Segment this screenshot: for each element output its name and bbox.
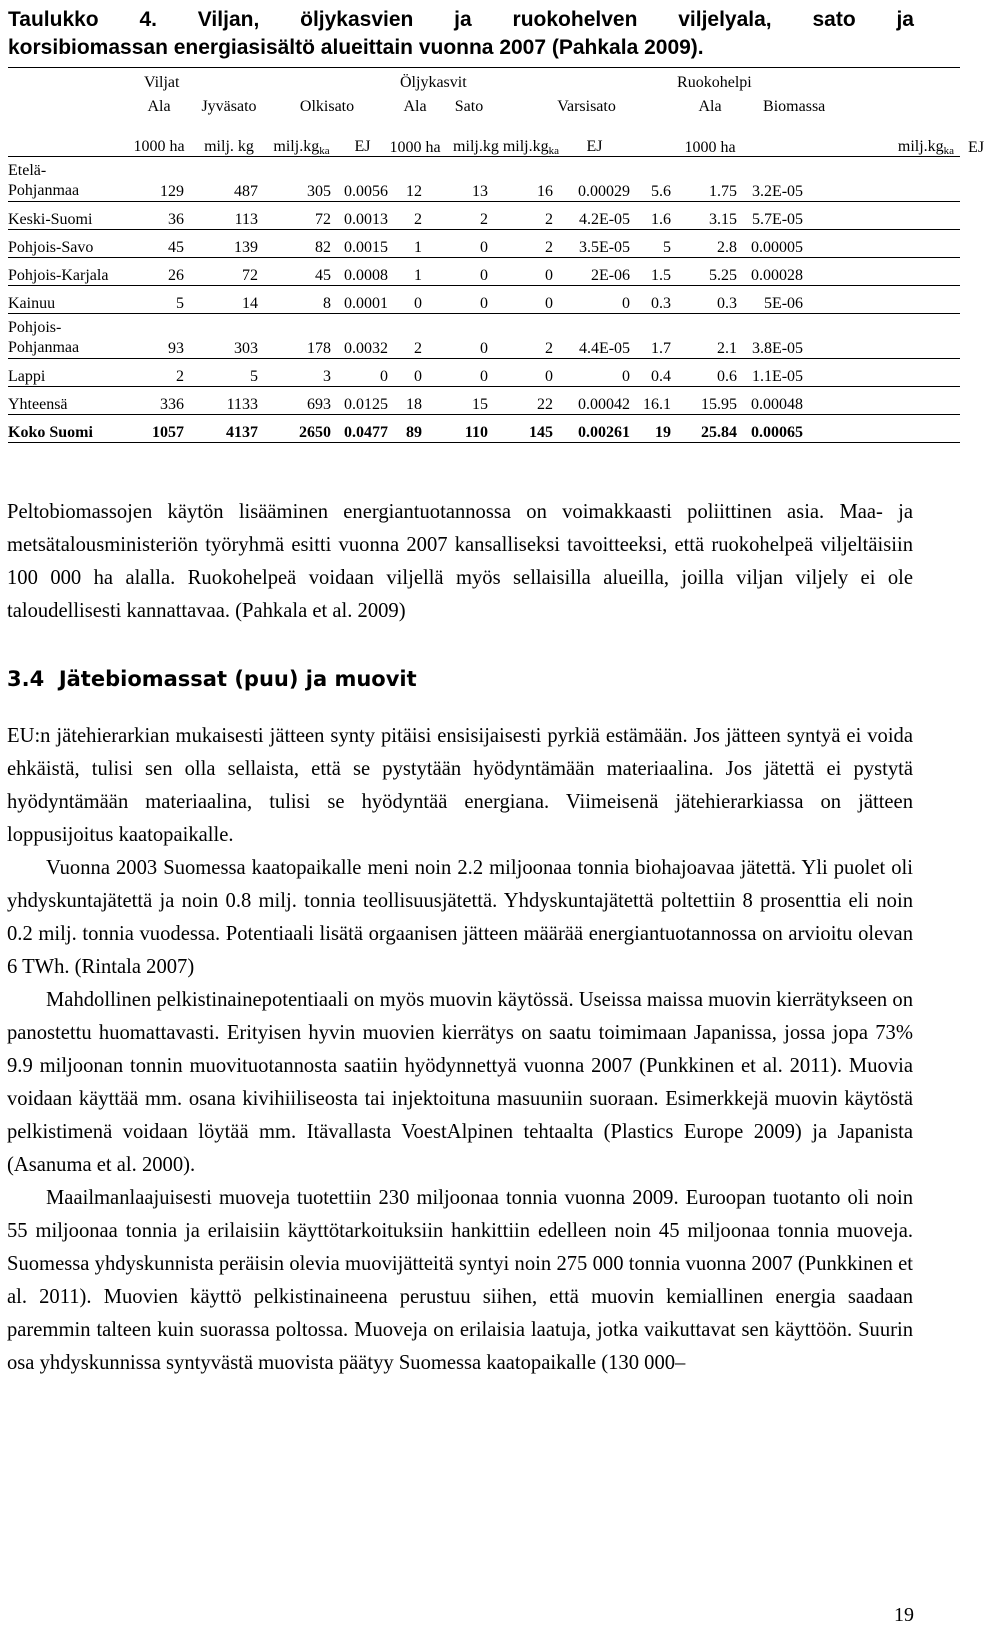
cell: 2E-06 [559,258,630,286]
sub-varsisato: Varsisato [557,98,616,115]
cell: 3.15 [677,202,743,230]
cell: 0 [496,258,559,286]
cell: 113 [192,202,266,230]
cell: 0.00029 [559,157,630,202]
cell: 13 [442,157,496,202]
group-ruokohelpi: Ruokohelpi [677,68,960,93]
cell: 305 [266,157,337,202]
cell: 1 [388,258,442,286]
cell: 303 [192,314,266,359]
page-number: 19 [894,1604,914,1626]
cell: 693 [266,387,337,415]
cell: 0 [442,359,496,387]
region-label: Lappi [8,359,126,387]
cell: 72 [192,258,266,286]
cell: 36 [126,202,192,230]
cell: 2 [496,230,559,258]
cell: 12 [388,157,442,202]
sub-ala: Ala [147,98,171,115]
cell: 0 [442,286,496,314]
paragraph: Mahdollinen pelkistinainepotentiaali on myös muovin käytössä. Useissa maissa muovin kierrätykseen on panostettu huomattavasti. Erityisen hyvin muovien kierrätys on saatu toimimaan Japanissa, jossa jopa 73% 9.9 miljoonan tonnin muovituotannosta saatiin hyödynnettyä vuonna 2007 (Punkkinen et al. 2011). Muovia voidaan käyttää mm. osana kivihiiliseosta tai injektoituna masuuniin suoraan. Esimerkkejä muovin käytöstä pelkistimenä voidaan löytää mm. Itävallasta VoestAlpinen tehtaalta (Plastics Europe 2009) ja Japanista (Asanuma et al. 2000). [7,989,913,1176]
caption-line-1: Taulukko 4. Viljan, öljykasvien ja ruokohelven viljelyala, sato ja [8,8,914,31]
unit-10: $milj.kg_{ka}$ [897,138,955,157]
region-label: Kainuu [8,286,126,314]
cell: 5.25 [677,258,743,286]
paragraph: EU:n jätehierarkian mukaisesti jätteen synty pitäisi ensisijaisesti pyrkiä estämään. Jos jätteen syntyä ei voida ehkäistä, tulisi sen olla sellaista, että se pystytään hyödyntämään materiaalina. Jos jätettä ei pystytä hyödyntämään materiaalina, tulisi se hyödyntää energiana. Viimeisenä jätehierarkiassa on jätteen loppusijoitus kaatopaikalle. [7,725,913,846]
cell: 0.00261 [559,415,630,443]
paragraph: Maailmanlaajuisesti muoveja tuotettiin 230 miljoonaa tonnia vuonna 2009. Euroopan tuotanto oli noin 55 miljoonaa tonnia ja erilaisiin käyttötarkoituksiin hankittiin edelleen noin 45 miljoonaa tonnia muoveja. Suomessa yhdyskunnista peräisin olevia muovijätteitä syntyi noin 275 000 tonnia vuonna 2007 (Punkkinen et al. 2011). Muovien käyttö pelkistinaineena perustuu siihen, että muovin kemiallinen energia saadaan paremmin talteen kuin suorassa poltossa. Muoveja on erilaisia laatuja, jotka vaikuttavat sen käyttöön. Suurin osa yhdyskunnissa syntyvästä muovista päätyy Suomessa kaatopaikalle (130 000– [7,1187,913,1374]
cell: 93 [126,314,192,359]
cell: 110 [442,415,496,443]
unit-1: 1000 ha [133,138,185,155]
table-row [8,230,960,258]
cell: 82 [266,230,337,258]
cell: 0.0125 [337,387,388,415]
cell: 0 [559,286,630,314]
cell: 0.0015 [337,230,388,258]
cell: 45 [126,230,192,258]
table-row [8,387,960,415]
cell: 487 [192,157,266,202]
cell: 0 [559,359,630,387]
unit-5: 1000 ha [389,139,441,156]
cell: 145 [496,415,559,443]
cell: 0.00042 [559,387,630,415]
cell: 0.0032 [337,314,388,359]
section-body [7,720,913,1380]
cell: 0.4 [630,359,677,387]
cell: 5E-06 [743,286,803,314]
cell: 0 [496,286,559,314]
table-row-total [8,415,960,443]
data-table [8,67,984,443]
region-label: Pohjois-Karjala [8,258,126,286]
table-row [8,157,960,202]
cell: 45 [266,258,337,286]
cell: 1 [388,230,442,258]
cell: 1133 [192,387,266,415]
cell: 0 [442,230,496,258]
cell: 0.00048 [743,387,803,415]
group-header-row [8,68,960,93]
sub-jyvasato: Jyväsato [201,98,257,115]
cell: 89 [388,415,442,443]
cell: 19 [630,415,677,443]
cell: 0.3 [677,286,743,314]
cell: 1.6 [630,202,677,230]
cell: 3.2E-05 [743,157,803,202]
cell: 14 [192,286,266,314]
cell: 5 [126,286,192,314]
cell: 129 [126,157,192,202]
paragraph: Vuonna 2003 Suomessa kaatopaikalle meni noin 2.2 miljoonaa tonnia biohajoavaa jätettä. Yli puolet oli yhdyskuntajätettä ja noin 0.8 milj. tonnia teollisuusjätettä. Yhdyskuntajätettä poltettiin 8 prosenttia eli noin 0.2 milj. tonnia vuodessa. Potentiaali lisätä orgaanisen jätteen määrää energiantuotannossa on arvioitu olevan 6 TWh. (Rintala 2007) [7,857,913,978]
table-row [8,359,960,387]
region-label: Yhteensä [8,387,126,415]
table-row [8,258,960,286]
table-caption [8,6,914,62]
cell: 139 [192,230,266,258]
cell: 0.6 [677,359,743,387]
group-viljat: Viljat [126,68,192,93]
cell: 16 [496,157,559,202]
cell: 0.00065 [743,415,803,443]
cell: 0.0056 [337,157,388,202]
cell: 4137 [192,415,266,443]
region-label: Pohjois- Pohjanmaa [8,314,126,359]
paragraph-intro: Peltobiomassojen käytön lisääminen energiantuotannossa on voimakkaasti poliittinen asia. Maa- ja metsätalousministeriön työryhmä esitti vuonna 2007 kansalliseksi tavoitteeksi, että ruokohelpeä viljeltäisiin 100 000 ha alalla. Ruokohelpeä voidaan viljellä myös sellaisilla alueilla, joilla viljan viljely ei ole taloudellisesti kannattavaa. (Pahkala et al. 2009) [7,501,913,622]
cell: 1.75 [677,157,743,202]
cell: 2.1 [677,314,743,359]
cell: 0.00005 [743,230,803,258]
cell: 16.1 [630,387,677,415]
cell: 2 [496,314,559,359]
unit-6-7: milj.kg $milj.kg_{ka}$ [453,138,559,157]
cell: 5 [192,359,266,387]
cell: 2 [388,202,442,230]
sub-olkisato: Olkisato [299,98,355,115]
cell: 336 [126,387,192,415]
cell: 0 [388,359,442,387]
cell: 2 [388,314,442,359]
section-heading: 3.4 Jätebiomassat (puu) ja muovit [7,667,417,691]
unit-4: EJ [354,138,371,155]
cell: 4.2E-05 [559,202,630,230]
cell: 0.00028 [743,258,803,286]
region-label: Keski-Suomi [8,202,126,230]
table-row [8,202,960,230]
unit-2: milj. kg [204,138,254,155]
cell: 2 [496,202,559,230]
cell: 1.1E-05 [743,359,803,387]
cell: 0.0013 [337,202,388,230]
unit-9: 1000 ha [684,139,736,156]
cell: 3 [266,359,337,387]
cell: 0 [442,258,496,286]
cell: 178 [266,314,337,359]
cell: 4.4E-05 [559,314,630,359]
table-row [8,286,960,314]
cell: 2 [126,359,192,387]
subheader-row [8,92,960,116]
sub-ala-3: Ala [698,98,722,115]
cell: 0.0008 [337,258,388,286]
cell: 2 [442,202,496,230]
cell: 0 [442,314,496,359]
cell: 26 [126,258,192,286]
sub-ala-2: Ala [403,98,427,115]
cell: 2.8 [677,230,743,258]
unit-3: $milj.kg_{ka}$ [273,138,330,157]
cell: 0.0477 [337,415,388,443]
cell: 0.3 [630,286,677,314]
cell: 8 [266,286,337,314]
region-label: Pohjois-Savo [8,230,126,258]
region-label: Koko Suomi [8,415,126,443]
cell: 1.5 [630,258,677,286]
cell: 1.7 [630,314,677,359]
cell: 3.5E-05 [559,230,630,258]
cell: 25.84 [677,415,743,443]
cell: 5.7E-05 [743,202,803,230]
table-row [8,314,960,359]
cell: 0.0001 [337,286,388,314]
cell: 1057 [126,415,192,443]
cell: 5 [630,230,677,258]
region-label: Etelä- Pohjanmaa [8,157,126,202]
cell: 22 [496,387,559,415]
cell: 5.6 [630,157,677,202]
cell: 0 [388,286,442,314]
cell: 3.8E-05 [743,314,803,359]
cell: 18 [388,387,442,415]
cell: 15.95 [677,387,743,415]
cell: 2650 [266,415,337,443]
unit-row: 1000 ha milj. kg $milj.kg_{ka}$ EJ 1000 ha milj.kg $milj.kg_{ka}$ EJ 1000 ha $milj.kg_{ka}$ EJ [8,116,960,157]
sub-biomassa: Biomassa [763,98,826,115]
cell: 0 [337,359,388,387]
caption-line-2: korsibiomassan energiasisältö alueittain vuonna 2007 (Pahkala 2009). [8,36,704,59]
cell: 72 [266,202,337,230]
cell: 0 [496,359,559,387]
sub-sato: Sato [454,98,484,115]
group-oljykasvit: Öljykasvit [388,68,630,93]
cell: 15 [442,387,496,415]
unit-8: EJ [586,138,603,155]
